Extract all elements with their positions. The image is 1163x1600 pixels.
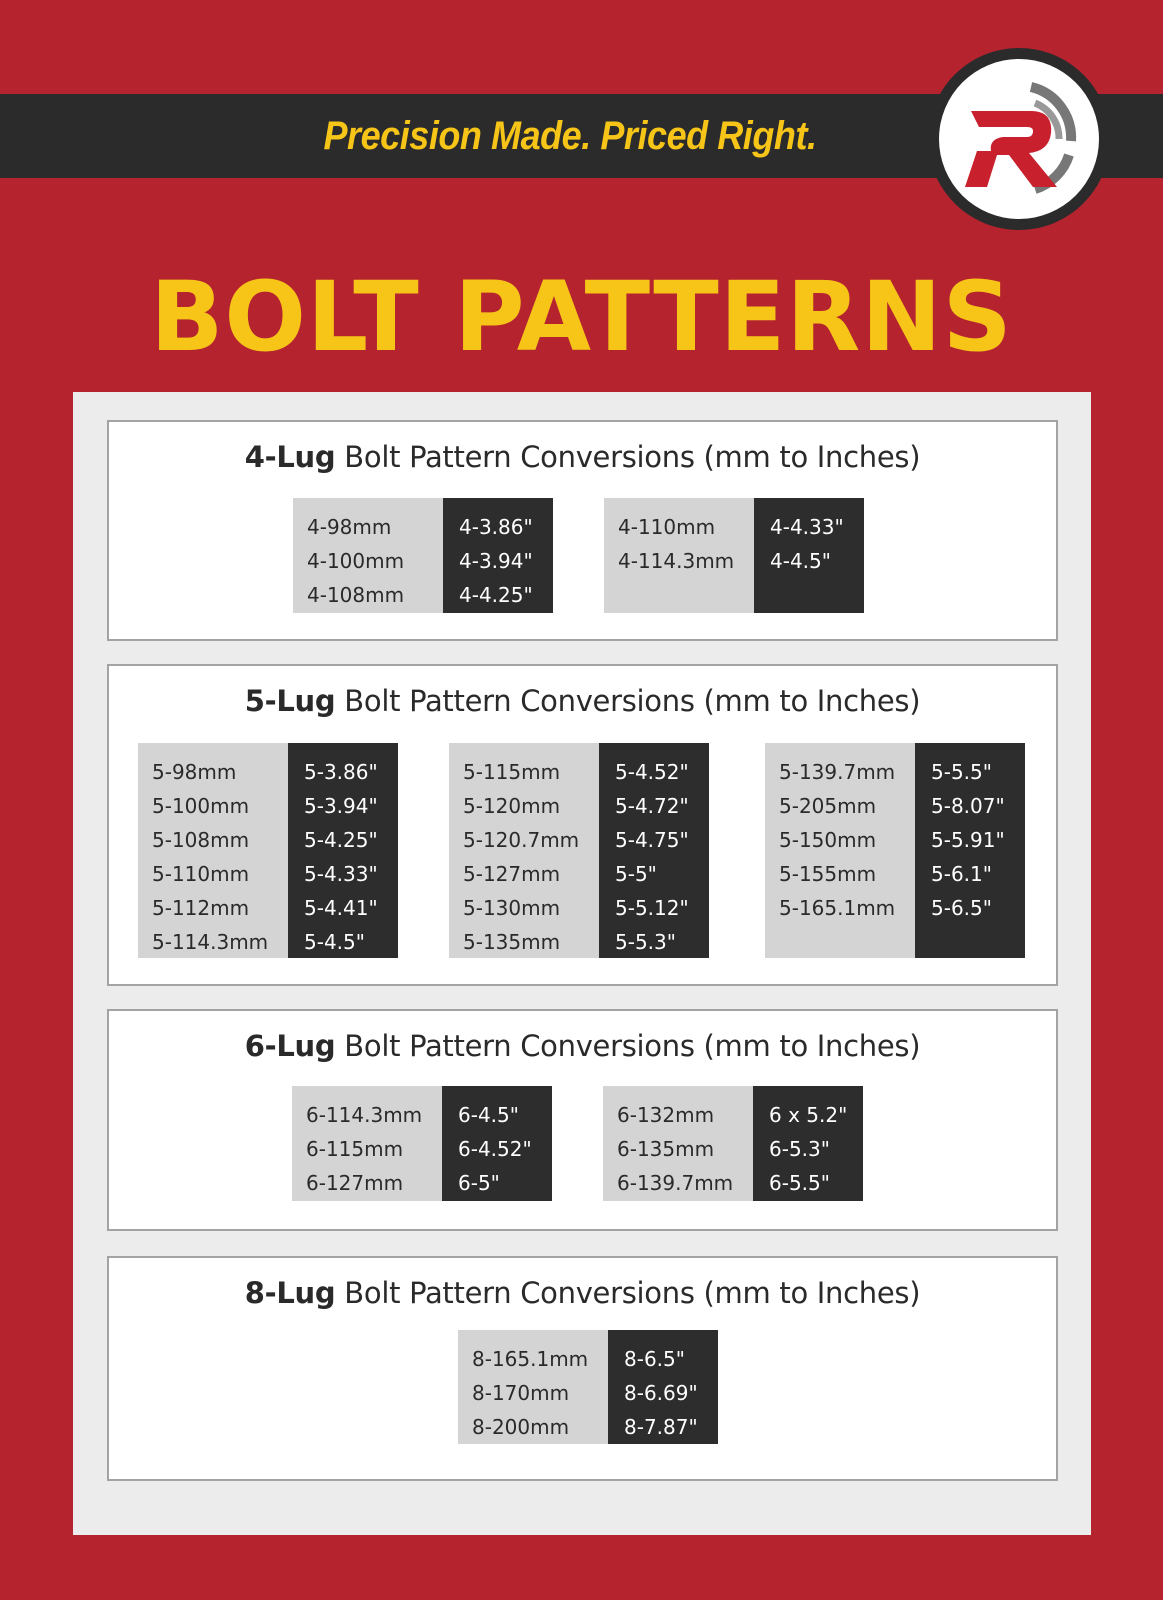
inch-cell: 5-4.75" bbox=[615, 828, 689, 852]
section-4-lug bbox=[107, 420, 1058, 641]
mm-column bbox=[449, 743, 599, 958]
inch-cell: 8-6.5" bbox=[624, 1347, 685, 1371]
mm-column bbox=[293, 498, 443, 613]
section-6-lug bbox=[107, 1009, 1058, 1231]
mm-cell: 4-98mm bbox=[307, 515, 392, 539]
inch-cell: 5-4.5" bbox=[304, 930, 365, 954]
inch-cell: 4-4.33" bbox=[770, 515, 844, 539]
inch-cell: 5-5.3" bbox=[615, 930, 676, 954]
conversion-table bbox=[603, 1086, 863, 1201]
conversion-table bbox=[458, 1330, 718, 1444]
inch-cell: 8-6.69" bbox=[624, 1381, 698, 1405]
mm-cell: 5-127mm bbox=[463, 862, 561, 886]
mm-cell: 4-110mm bbox=[618, 515, 716, 539]
inch-column bbox=[608, 1330, 718, 1444]
mm-cell: 8-200mm bbox=[472, 1415, 570, 1439]
inch-cell: 5-5.12" bbox=[615, 896, 689, 920]
inch-cell: 5-5.91" bbox=[931, 828, 1005, 852]
mm-cell: 5-110mm bbox=[152, 862, 250, 886]
inch-cell: 5-4.33" bbox=[304, 862, 378, 886]
section-title bbox=[109, 1029, 1056, 1063]
mm-cell: 6-127mm bbox=[306, 1171, 404, 1195]
mm-cell: 5-205mm bbox=[779, 794, 877, 818]
mm-cell: 5-114.3mm bbox=[152, 930, 269, 954]
mm-cell: 5-120mm bbox=[463, 794, 561, 818]
mm-cell: 5-120.7mm bbox=[463, 828, 580, 852]
section-8-lug bbox=[107, 1256, 1058, 1481]
mm-cell: 5-155mm bbox=[779, 862, 877, 886]
inch-cell: 4-3.86" bbox=[459, 515, 533, 539]
inch-cell: 4-3.94" bbox=[459, 549, 533, 573]
lug-label: 5-Lug bbox=[244, 684, 336, 718]
mm-cell: 5-150mm bbox=[779, 828, 877, 852]
inch-cell: 5-3.94" bbox=[304, 794, 378, 818]
tagline: Precision Made. Priced Right. bbox=[323, 113, 817, 158]
mm-cell: 4-100mm bbox=[307, 549, 405, 573]
inch-cell: 8-7.87" bbox=[624, 1415, 698, 1439]
lug-label: 6-Lug bbox=[244, 1029, 336, 1063]
inch-column bbox=[288, 743, 398, 958]
mm-cell: 4-108mm bbox=[307, 583, 405, 607]
mm-cell: 8-165.1mm bbox=[472, 1347, 589, 1371]
mm-cell: 6-135mm bbox=[617, 1137, 715, 1161]
mm-cell: 5-98mm bbox=[152, 760, 237, 784]
mm-cell: 5-100mm bbox=[152, 794, 250, 818]
inch-column bbox=[915, 743, 1025, 958]
conversion-table bbox=[604, 498, 864, 613]
mm-cell: 6-114.3mm bbox=[306, 1103, 423, 1127]
title-rest: Bolt Pattern Conversions (mm to Inches) bbox=[335, 440, 921, 474]
mm-column bbox=[603, 1086, 753, 1201]
inch-cell: 4-4.5" bbox=[770, 549, 831, 573]
inch-cell: 5-6.5" bbox=[931, 896, 992, 920]
inch-cell: 5-4.25" bbox=[304, 828, 378, 852]
inch-column bbox=[443, 498, 553, 613]
inch-cell: 6 x 5.2" bbox=[769, 1103, 848, 1127]
conversion-table bbox=[138, 743, 398, 958]
mm-cell: 5-165.1mm bbox=[779, 896, 896, 920]
mm-cell: 6-115mm bbox=[306, 1137, 404, 1161]
section-title bbox=[109, 440, 1056, 474]
inch-cell: 6-5.5" bbox=[769, 1171, 830, 1195]
section-5-lug bbox=[107, 664, 1058, 986]
title-rest: Bolt Pattern Conversions (mm to Inches) bbox=[335, 684, 921, 718]
mm-column bbox=[138, 743, 288, 958]
mm-cell: 4-114.3mm bbox=[618, 549, 735, 573]
section-title bbox=[109, 1276, 1056, 1310]
mm-cell: 6-139.7mm bbox=[617, 1171, 734, 1195]
title-rest: Bolt Pattern Conversions (mm to Inches) bbox=[335, 1276, 921, 1310]
inch-cell: 4-4.25" bbox=[459, 583, 533, 607]
inch-cell: 5-6.1" bbox=[931, 862, 992, 886]
inch-column bbox=[599, 743, 709, 958]
inch-cell: 6-4.5" bbox=[458, 1103, 519, 1127]
mm-cell: 5-135mm bbox=[463, 930, 561, 954]
mm-cell: 5-115mm bbox=[463, 760, 561, 784]
lug-label: 4-Lug bbox=[244, 440, 336, 474]
mm-cell: 5-139.7mm bbox=[779, 760, 896, 784]
inch-cell: 5-5" bbox=[615, 862, 657, 886]
mm-cell: 8-170mm bbox=[472, 1381, 570, 1405]
mm-cell: 5-108mm bbox=[152, 828, 250, 852]
inch-cell: 5-4.41" bbox=[304, 896, 378, 920]
lug-label: 8-Lug bbox=[244, 1276, 336, 1310]
inch-column bbox=[754, 498, 864, 613]
mm-cell: 5-112mm bbox=[152, 896, 250, 920]
inch-column bbox=[753, 1086, 863, 1201]
conversion-table bbox=[449, 743, 709, 958]
mm-column bbox=[458, 1330, 608, 1444]
inch-cell: 5-4.72" bbox=[615, 794, 689, 818]
inch-cell: 6-5.3" bbox=[769, 1137, 830, 1161]
inch-cell: 5-5.5" bbox=[931, 760, 992, 784]
inch-cell: 5-8.07" bbox=[931, 794, 1005, 818]
conversion-table bbox=[765, 743, 1025, 958]
inch-cell: 5-4.52" bbox=[615, 760, 689, 784]
page-title: BOLT PATTERNS bbox=[150, 261, 1013, 373]
mm-column bbox=[604, 498, 754, 613]
conversion-panel bbox=[73, 392, 1091, 1535]
title-rest: Bolt Pattern Conversions (mm to Inches) bbox=[335, 1029, 921, 1063]
inch-cell: 6-4.52" bbox=[458, 1137, 532, 1161]
mm-cell: 5-130mm bbox=[463, 896, 561, 920]
r-wheel-logo-icon bbox=[928, 48, 1110, 230]
mm-column bbox=[292, 1086, 442, 1201]
inch-column bbox=[442, 1086, 552, 1201]
mm-column bbox=[765, 743, 915, 958]
conversion-table bbox=[292, 1086, 552, 1201]
inch-cell: 5-3.86" bbox=[304, 760, 378, 784]
conversion-table bbox=[293, 498, 553, 613]
mm-cell: 6-132mm bbox=[617, 1103, 715, 1127]
section-title bbox=[109, 684, 1056, 718]
inch-cell: 6-5" bbox=[458, 1171, 500, 1195]
